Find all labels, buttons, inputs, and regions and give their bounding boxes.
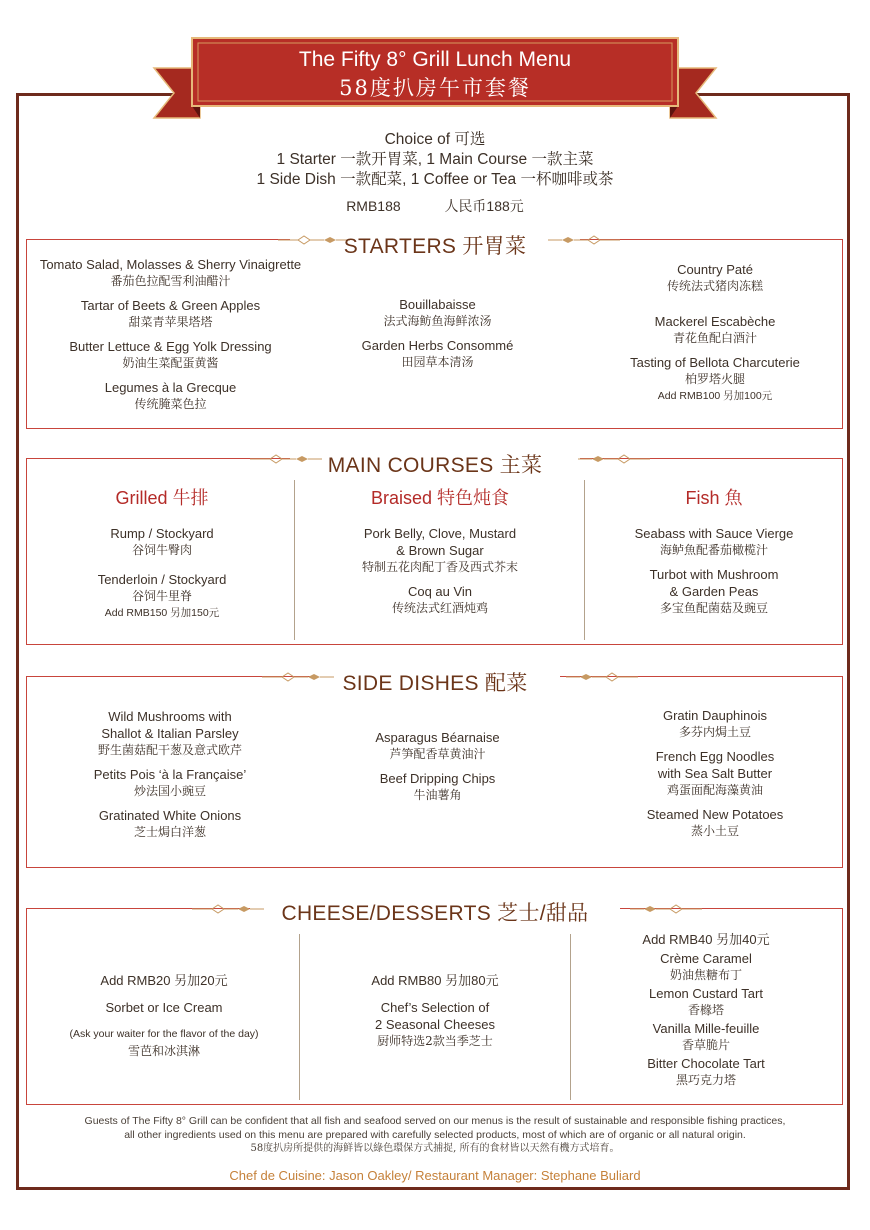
menu-item: Coq au Vin 传统法式红酒炖鸡: [391, 584, 488, 615]
menu-item: Asparagus Béarnaise 芦笋配香草黄油汁: [375, 730, 500, 761]
menu-title-zh: 58度扒房午市套餐: [339, 76, 531, 100]
menu-item: Garden Herbs Consommé 田园草本清汤: [361, 338, 514, 369]
mains-grilled: [30, 490, 294, 629]
menu-item: Turbot with Mushroom & Garden Peas 多宝鱼配菌菇及豌豆: [649, 567, 779, 615]
menu-item: Country Paté 传统法式猪肉冻糕: [666, 262, 763, 293]
menu-title-en: The Fifty 8° Grill Lunch Menu: [298, 48, 572, 71]
dessert-name: Sorbet or Ice Cream: [105, 1000, 223, 1015]
sides-left: [40, 708, 300, 848]
menu-item: Bouillabaisse 法式海鲂鱼海鲜浓汤: [383, 297, 492, 328]
starters-title: STARTERS 开胃菜: [343, 235, 527, 258]
starters-left: [28, 256, 313, 420]
menu-item: Wild Mushrooms with Shallot & Italian Parsley 野生菌菇配干葱及意式欧芹: [97, 709, 242, 757]
menu-item: Gratin Dauphinois 多芬内焗土豆: [662, 708, 768, 739]
menu-item: Steamed New Potatoes 蒸小土豆: [646, 807, 784, 838]
desserts-title: CHEESE/DESSERTS 芝士/甜品: [281, 902, 589, 925]
sides-right: [590, 707, 840, 847]
menu-item: Bitter Chocolate Tart 黑巧克力塔: [647, 1056, 765, 1087]
menu-item: Tomato Salad, Molasses & Sherry Vinaigrette 番茄色拉配雪利油醋汁: [39, 257, 302, 288]
dessert-zh: 雪芭和冰淇淋: [127, 1044, 200, 1058]
menu-item: Tasting of Bellota Charcuterie 柏罗塔火腿 Add RMB100 另加100元: [630, 355, 800, 402]
column-divider: [294, 480, 295, 640]
menu-item: Petits Pois ‘à la Française’ 炒法国小豌豆: [93, 767, 247, 798]
dessert-name: Chef’s Selection of: [380, 1000, 490, 1015]
mains-braised: [296, 490, 584, 624]
grilled-heading: Grilled 牛排: [115, 488, 209, 508]
intro-choice: Choice of 可选: [384, 131, 486, 148]
price-en: RMB188: [346, 198, 401, 214]
menu-item: Tenderloin / Stockyard 谷饲牛里脊 Add RMB150 另加150元: [97, 572, 227, 619]
dessert-price: Add RMB80 另加80元: [371, 973, 499, 988]
title-ribbon: [150, 36, 720, 126]
column-divider: [299, 934, 300, 1100]
menu-item: Rump / Stockyard 谷饲牛臀肉: [110, 526, 214, 557]
fish-heading: Fish 魚: [685, 488, 743, 508]
menu-item: Gratinated White Onions 芝士焗白洋葱: [98, 808, 242, 839]
menu-item: Butter Lettuce & Egg Yolk Dressing 奶油生菜配蛋黄酱: [69, 339, 272, 370]
menu-item: French Egg Noodles with Sea Salt Butter 鸡蛋面配海藻黄油: [655, 749, 775, 797]
footer-line-2: all other ingredients used on this menu are prepared with carefully selected products, most of which are of organic or all natural origin.: [124, 1129, 746, 1141]
footer-credits: Chef de Cuisine: Jason Oakley/ Restaurant Manager: Stephane Buliard: [229, 1168, 641, 1183]
intro-price: [0, 196, 870, 216]
sides-middle: [320, 729, 555, 811]
dessert-name-2: 2 Seasonal Cheeses: [375, 1017, 495, 1032]
menu-item: Pork Belly, Clove, Mustard & Brown Sugar 特制五花肉配丁香及西式芥末: [361, 526, 518, 574]
column-divider: [584, 480, 585, 640]
price-zh: 人民币188元: [444, 198, 524, 214]
mains-title: MAIN COURSES 主菜: [327, 454, 543, 477]
braised-heading: Braised 特色炖食: [370, 488, 510, 508]
menu-item: Seabass with Sauce Vierge 海鲈魚配番茄橄榄汁: [634, 526, 794, 557]
intro-side-coffee: 1 Side Dish 一款配菜, 1 Coffee or Tea 一杯咖啡或茶: [256, 171, 614, 188]
menu-item: Lemon Custard Tart 香橼塔: [649, 986, 763, 1017]
mains-fish: [586, 490, 842, 624]
footer-line-3: 58度扒房所提供的海鲜皆以綠色環保方式捕捉, 所有的食材皆以天然有機方式培育。: [250, 1143, 620, 1154]
menu-item: Vanilla Mille-feuille 香草脆片: [652, 1021, 760, 1052]
dessert-note: (Ask your waiter for the flavor of the day): [69, 1028, 259, 1040]
menu-item: Crème Caramel 奶油焦糖布丁: [660, 951, 752, 982]
starters-right: [590, 261, 840, 412]
dessert-price: Add RMB20 另加20元: [100, 973, 228, 988]
intro-starter-main: 1 Starter 一款开胃菜, 1 Main Course 一款主菜: [276, 151, 594, 168]
menu-item: Legumes à la Grecque 传统腌菜色拉: [104, 380, 237, 411]
dessert-zh: 厨师特选2款当季芝士: [377, 1034, 493, 1048]
column-divider: [570, 934, 571, 1100]
menu-item: Mackerel Escabèche 青花鱼配白酒汁: [654, 314, 776, 345]
desserts-right: [572, 931, 840, 1089]
menu-item: Beef Dripping Chips 牛油薯角: [379, 771, 496, 802]
footer-line-1: Guests of The Fifty 8° Grill can be confident that all fish and seafood served on our menus is the result of sustainable and responsible fishing practices,: [84, 1115, 786, 1127]
sides-title: SIDE DISHES 配菜: [342, 672, 528, 695]
dessert-price: Add RMB40 另加40元: [642, 932, 770, 947]
starters-middle: [320, 296, 555, 378]
menu-item: Tartar of Beets & Green Apples 甜菜青苹果塔塔: [80, 298, 261, 329]
intro: [0, 130, 870, 216]
footer-disclaimer: [40, 1114, 830, 1156]
desserts-left: [30, 972, 298, 1060]
desserts-middle: [301, 972, 569, 1050]
